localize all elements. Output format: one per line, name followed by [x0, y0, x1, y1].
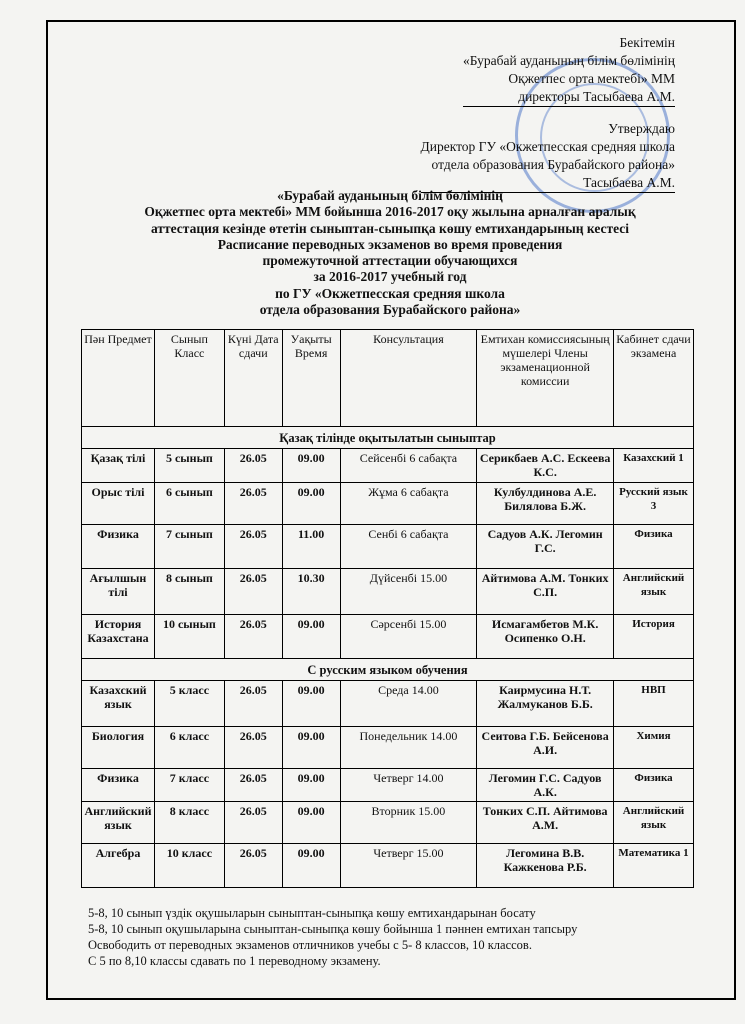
cell-date: 26.05: [224, 615, 282, 659]
table-row: [82, 449, 694, 483]
cell-class: 10 класс: [154, 844, 224, 888]
header-time: Уақыты Время: [282, 330, 340, 427]
approval-kz-line2: «Бурабай ауданының білім бөлімінің: [463, 53, 675, 68]
cell-time: 11.00: [282, 525, 340, 569]
cell-subject: История Казахстана: [82, 615, 155, 659]
title-line: «Бурабай ауданының білім бөлімінің: [277, 188, 503, 203]
cell-subject: Физика: [82, 525, 155, 569]
cell-subject: Алгебра: [82, 844, 155, 888]
header-date: Күні Дата сдачи: [224, 330, 282, 427]
header-subject: Пән Предмет: [82, 330, 155, 427]
cell-commission: Кулбулдинова А.Е. Билялова Б.Ж.: [477, 483, 614, 525]
table-row: [82, 844, 694, 888]
cell-consultation: Четверг 15.00: [340, 844, 477, 888]
cell-commission: Тонких С.П. Айтимова А.М.: [477, 802, 614, 844]
section-row-ru: [82, 659, 694, 681]
cell-commission: Айтимова А.М. Тонких С.П.: [477, 569, 614, 615]
approval-ru: [421, 120, 675, 193]
cell-date: 26.05: [224, 525, 282, 569]
note-line: Освободить от переводных экзаменов отличников учебы с 5- 8 классов, 10 классов.: [88, 938, 532, 952]
header-consultation: Консультация: [340, 330, 477, 427]
cell-consultation: Сәрсенбі 15.00: [340, 615, 477, 659]
document-title: [60, 188, 720, 318]
notes: [88, 905, 577, 969]
cell-time: 10.30: [282, 569, 340, 615]
cell-consultation: Понедельник 14.00: [340, 727, 477, 769]
cell-time: 09.00: [282, 483, 340, 525]
title-line: за 2016-2017 учебный год: [313, 269, 467, 285]
cell-date: 26.05: [224, 802, 282, 844]
cell-date: 26.05: [224, 483, 282, 525]
approval-ru-line4: Тасыбаева А.М.: [421, 174, 675, 193]
cell-subject: Казахский язык: [82, 681, 155, 727]
table-row: [82, 681, 694, 727]
cell-consultation: Сейсенбі 6 сабақта: [340, 449, 477, 483]
cell-subject: Физика: [82, 769, 155, 802]
cell-class: 6 класс: [154, 727, 224, 769]
table-row: [82, 727, 694, 769]
approval-ru-line2: Директор ГУ «Окжетпесская средняя школа: [420, 139, 675, 154]
cell-class: 7 класс: [154, 769, 224, 802]
note-line: С 5 по 8,10 классы сдавать по 1 переводному экзамену.: [88, 954, 381, 968]
cell-class: 5 сынып: [154, 449, 224, 483]
approval-ru-line3: отдела образования Бурабайского района»: [431, 157, 675, 172]
cell-class: 8 сынып: [154, 569, 224, 615]
cell-time: 09.00: [282, 681, 340, 727]
cell-date: 26.05: [224, 569, 282, 615]
title-line: Расписание переводных экзаменов во время проведения: [217, 236, 563, 252]
cell-time: 09.00: [282, 449, 340, 483]
approval-ru-line1: Утверждаю: [608, 121, 675, 136]
cell-consultation: Сенбі 6 сабақта: [340, 525, 477, 569]
cell-date: 26.05: [224, 727, 282, 769]
cell-time: 09.00: [282, 615, 340, 659]
cell-class: 5 класс: [154, 681, 224, 727]
section-row-kz: [82, 427, 694, 449]
approval-kz-line4: директоры Тасыбаева А.М.: [463, 88, 675, 107]
cell-date: 26.05: [224, 681, 282, 727]
section-title-kz: Қазақ тілінде оқытылатын сыныптар: [82, 427, 694, 449]
cell-consultation: Жұма 6 сабақта: [340, 483, 477, 525]
cell-commission: Садуов А.К. Легомин Г.С.: [477, 525, 614, 569]
cell-commission: Исмагамбетов М.К. Осипенко О.Н.: [477, 615, 614, 659]
cell-room: Физика: [614, 769, 694, 802]
header-room: Кабинет сдачи экзамена: [614, 330, 694, 427]
cell-class: 10 сынып: [154, 615, 224, 659]
cell-room: Русский язык 3: [614, 483, 694, 525]
cell-consultation: Четверг 14.00: [340, 769, 477, 802]
title-line: промежуточной аттестации обучающихся: [262, 253, 518, 269]
cell-class: 6 сынып: [154, 483, 224, 525]
cell-room: Химия: [614, 727, 694, 769]
cell-subject: Биология: [82, 727, 155, 769]
exam-schedule-table: [81, 329, 694, 888]
cell-room: История: [614, 615, 694, 659]
cell-consultation: Дүйсенбі 15.00: [340, 569, 477, 615]
cell-subject: Қазақ тілі: [82, 449, 155, 483]
cell-consultation: Вторник 15.00: [340, 802, 477, 844]
cell-time: 09.00: [282, 844, 340, 888]
cell-date: 26.05: [224, 844, 282, 888]
cell-commission: Каирмусина Н.Т. Жалмуканов Б.Б.: [477, 681, 614, 727]
cell-consultation: Среда 14.00: [340, 681, 477, 727]
cell-room: Математика 1: [614, 844, 694, 888]
header-class: Сынып Класс: [154, 330, 224, 427]
cell-subject: Орыс тілі: [82, 483, 155, 525]
cell-subject: Английский язык: [82, 802, 155, 844]
cell-subject: Ағылшын тілі: [82, 569, 155, 615]
table-row: [82, 615, 694, 659]
cell-room: НВП: [614, 681, 694, 727]
title-line: аттестация кезінде өтетін сыныптан-сыныпқа көшу емтихандарының кестесі: [150, 220, 630, 236]
cell-room: Физика: [614, 525, 694, 569]
table-row: [82, 769, 694, 802]
title-line: по ГУ «Окжетпесская средняя школа: [275, 285, 505, 301]
approval-kz-line3: Оқжетпес орта мектебі» ММ: [508, 71, 675, 86]
approval-kz-line1: Бекітемін: [619, 35, 675, 50]
cell-class: 8 класс: [154, 802, 224, 844]
approval-kz: [463, 34, 675, 107]
cell-time: 09.00: [282, 802, 340, 844]
title-line: отдела образования Бурабайского района»: [259, 302, 521, 318]
table-row: [82, 483, 694, 525]
cell-time: 09.00: [282, 727, 340, 769]
cell-commission: Легомина В.В. Кажкенова Р.Б.: [477, 844, 614, 888]
cell-room: Английский язык: [614, 569, 694, 615]
note-line: 5-8, 10 сынып үздік оқушыларын сыныптан-сыныпқа көшу емтихандарынан босату: [88, 906, 536, 920]
header-commission: Емтихан комиссиясының мүшелері Члены экзаменационной комиссии: [477, 330, 614, 427]
table-row: [82, 569, 694, 615]
cell-room: Английский язык: [614, 802, 694, 844]
table-row: [82, 525, 694, 569]
cell-date: 26.05: [224, 769, 282, 802]
table-header-row: [82, 330, 694, 427]
section-title-ru: С русским языком обучения: [82, 659, 694, 681]
title-line: Оқжетпес орта мектебі» ММ бойынша 2016-2017 оқу жылына арналған аралық: [144, 204, 636, 220]
table-row: [82, 802, 694, 844]
cell-commission: Серикбаев А.С. Ескеева К.С.: [477, 449, 614, 483]
cell-room: Казахский 1: [614, 449, 694, 483]
cell-time: 09.00: [282, 769, 340, 802]
cell-date: 26.05: [224, 449, 282, 483]
cell-commission: Сеитова Г.Б. Бейсенова А.И.: [477, 727, 614, 769]
cell-class: 7 сынып: [154, 525, 224, 569]
cell-commission: Легомин Г.С. Садуов А.К.: [477, 769, 614, 802]
note-line: 5-8, 10 сынып оқушыларына сыныптан-сыныпқа көшу бойынша 1 пәннен емтихан тапсыру: [88, 922, 578, 936]
